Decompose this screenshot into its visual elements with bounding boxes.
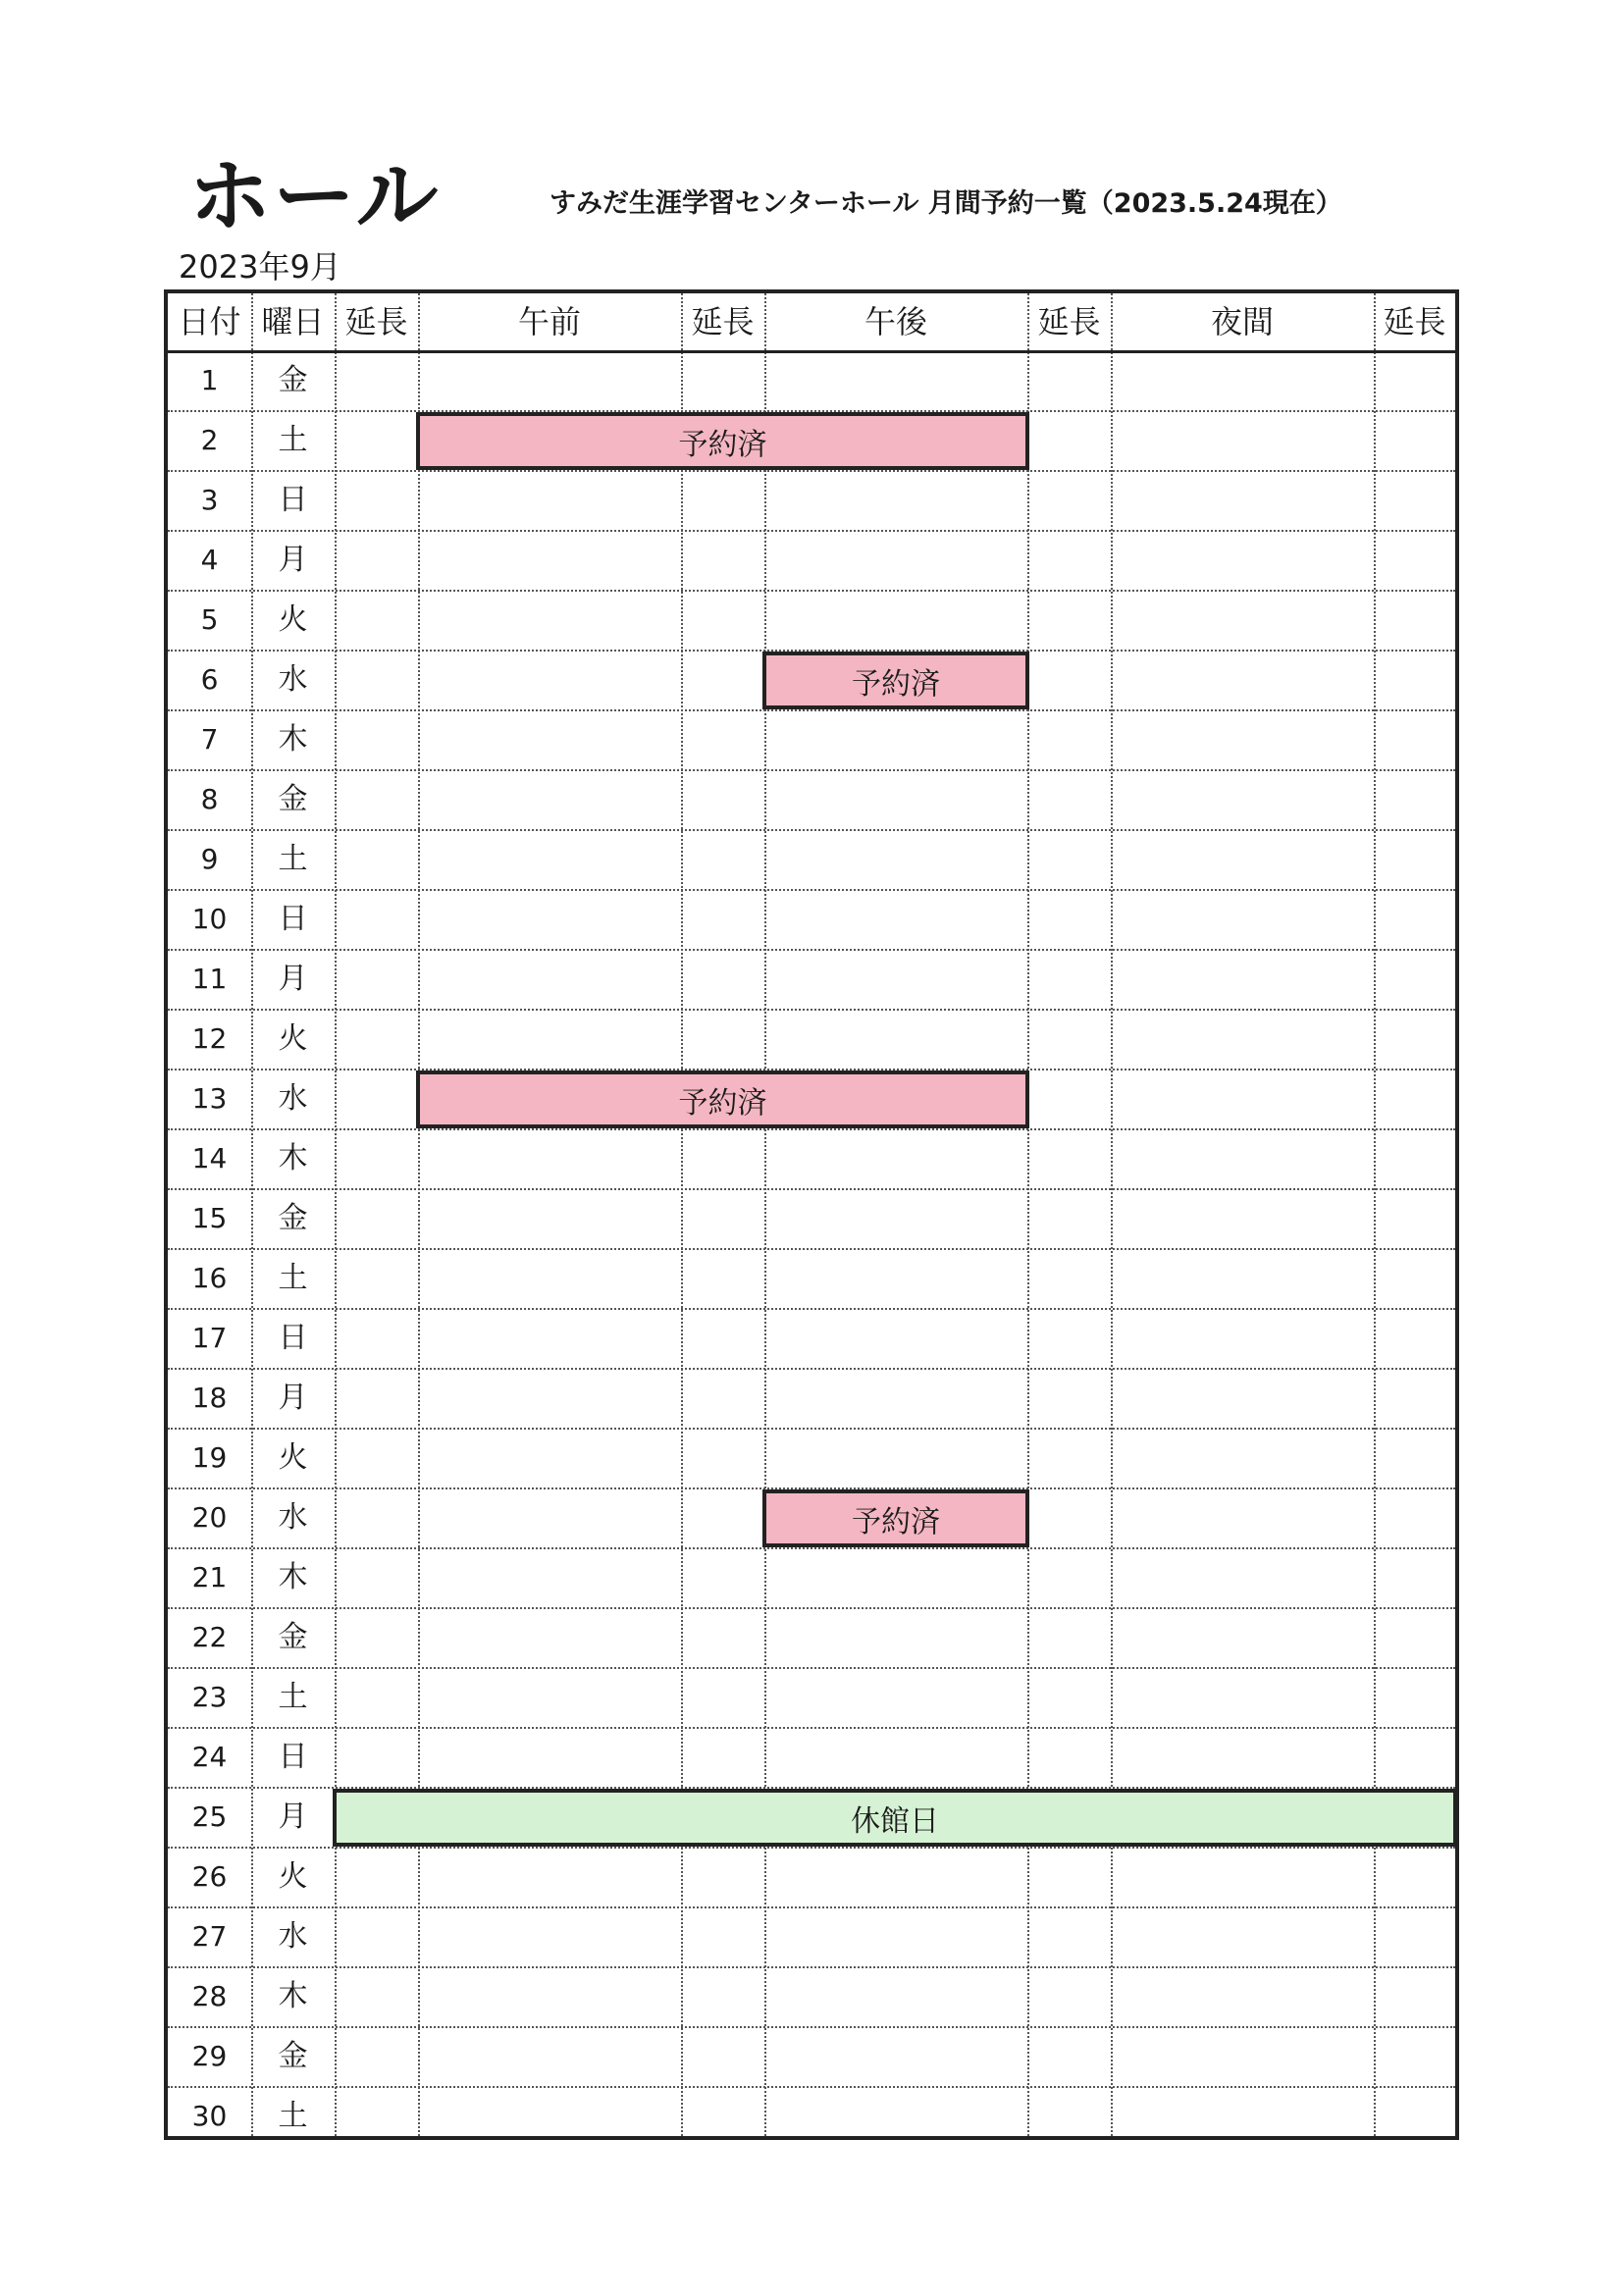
weekday-cell: 月 <box>278 961 308 996</box>
column-header-night: 夜間 <box>1210 303 1274 340</box>
date-cell: 14 <box>191 1141 228 1174</box>
weekday-cell: 木 <box>278 721 308 757</box>
weekday-cell: 水 <box>278 1499 308 1535</box>
row-divider <box>168 1607 1455 1609</box>
row-divider <box>168 1368 1455 1370</box>
date-cell: 28 <box>191 1979 228 2012</box>
reservation-table <box>164 289 1459 2140</box>
weekday-cell: 火 <box>278 1439 308 1475</box>
row-divider <box>168 1308 1455 1310</box>
row-divider <box>168 769 1455 771</box>
date-cell: 3 <box>200 483 219 516</box>
row-divider <box>168 530 1455 532</box>
date-cell: 1 <box>200 363 219 396</box>
date-cell: 15 <box>191 1201 228 1234</box>
row-divider <box>168 1428 1455 1430</box>
date-cell: 21 <box>191 1560 228 1593</box>
date-cell: 29 <box>191 2039 228 2072</box>
weekday-cell: 月 <box>278 1380 308 1415</box>
row-divider <box>168 2086 1455 2088</box>
weekday-cell: 土 <box>278 422 308 457</box>
column-divider <box>1111 293 1113 2136</box>
weekday-cell: 水 <box>278 1080 308 1116</box>
column-divider <box>681 293 683 2136</box>
weekday-cell: 金 <box>278 1619 308 1654</box>
date-cell: 20 <box>191 1500 228 1534</box>
weekday-cell: 金 <box>278 1200 308 1235</box>
date-cell: 23 <box>191 1680 228 1713</box>
row-divider <box>168 1547 1455 1549</box>
weekday-cell: 金 <box>278 781 308 816</box>
date-cell: 22 <box>191 1620 228 1653</box>
column-header-afternoon: 午後 <box>864 303 927 340</box>
date-cell: 2 <box>200 423 219 456</box>
row-divider <box>168 470 1455 472</box>
date-cell: 9 <box>200 842 219 875</box>
row-divider <box>168 1009 1455 1011</box>
weekday-cell: 土 <box>278 841 308 876</box>
date-cell: 26 <box>191 1859 228 1893</box>
row-divider <box>168 709 1455 711</box>
date-cell: 30 <box>191 2099 228 2132</box>
row-divider <box>168 2026 1455 2028</box>
column-header-ext2: 延長 <box>691 303 755 340</box>
column-header-ext1: 延長 <box>344 303 408 340</box>
weekday-cell: 日 <box>278 901 308 936</box>
date-cell: 4 <box>200 543 219 576</box>
column-header-date: 日付 <box>178 303 241 340</box>
row-divider <box>168 590 1455 592</box>
date-cell: 11 <box>191 962 228 995</box>
row-divider <box>168 1667 1455 1669</box>
column-divider <box>764 293 766 2136</box>
column-divider <box>1374 293 1376 2136</box>
weekday-cell: 水 <box>278 661 308 697</box>
weekday-cell: 火 <box>278 1020 308 1056</box>
date-cell: 16 <box>191 1261 228 1294</box>
weekday-cell: 火 <box>278 601 308 637</box>
column-header-weekday: 曜日 <box>261 303 325 340</box>
row-divider <box>168 889 1455 891</box>
column-header-morning: 午前 <box>517 303 581 340</box>
date-cell: 24 <box>191 1740 228 1773</box>
venue-title: ホール <box>188 148 441 244</box>
row-divider <box>168 829 1455 831</box>
column-header-ext4: 延長 <box>1383 303 1446 340</box>
date-cell: 19 <box>191 1440 228 1474</box>
weekday-cell: 木 <box>278 1978 308 2013</box>
closed-day-bar: 休館日 <box>333 1789 1457 1847</box>
row-divider <box>168 1847 1455 1849</box>
date-cell: 18 <box>191 1381 228 1414</box>
date-cell: 12 <box>191 1021 228 1055</box>
reserved-bar: 予約済 <box>416 412 1029 470</box>
weekday-cell: 土 <box>278 2098 308 2133</box>
row-divider <box>168 1966 1455 1968</box>
weekday-cell: 金 <box>278 2038 308 2073</box>
row-divider <box>168 1188 1455 1190</box>
weekday-cell: 月 <box>278 542 308 577</box>
date-cell: 8 <box>200 782 219 815</box>
date-cell: 6 <box>200 662 219 696</box>
header-divider <box>168 350 1455 353</box>
reserved-bar: 予約済 <box>762 652 1029 709</box>
row-divider <box>168 1248 1455 1250</box>
reserved-bar: 予約済 <box>762 1489 1029 1547</box>
date-cell: 10 <box>191 902 228 935</box>
weekday-cell: 日 <box>278 1739 308 1774</box>
weekday-cell: 日 <box>278 1320 308 1355</box>
date-cell: 13 <box>191 1081 228 1115</box>
weekday-cell: 木 <box>278 1140 308 1175</box>
weekday-cell: 月 <box>278 1799 308 1834</box>
weekday-cell: 火 <box>278 1858 308 1894</box>
date-cell: 27 <box>191 1919 228 1953</box>
month-label: 2023年9月 <box>179 248 341 286</box>
row-divider <box>168 1128 1455 1130</box>
weekday-cell: 日 <box>278 482 308 517</box>
weekday-cell: 土 <box>278 1679 308 1714</box>
date-cell: 17 <box>191 1321 228 1354</box>
column-header-ext3: 延長 <box>1037 303 1101 340</box>
column-divider <box>418 293 420 2136</box>
document-title: すみだ生涯学習センターホール 月間予約一覧（2023.5.24現在） <box>550 188 1342 219</box>
weekday-cell: 土 <box>278 1260 308 1295</box>
reserved-bar: 予約済 <box>416 1070 1029 1128</box>
weekday-cell: 木 <box>278 1559 308 1594</box>
row-divider <box>168 1906 1455 1908</box>
column-divider <box>1027 293 1029 2136</box>
row-divider <box>168 1727 1455 1729</box>
date-cell: 25 <box>191 1800 228 1833</box>
date-cell: 5 <box>200 602 219 636</box>
weekday-cell: 水 <box>278 1918 308 1954</box>
date-cell: 7 <box>200 722 219 756</box>
row-divider <box>168 949 1455 951</box>
weekday-cell: 金 <box>278 362 308 397</box>
column-divider <box>335 293 337 2136</box>
